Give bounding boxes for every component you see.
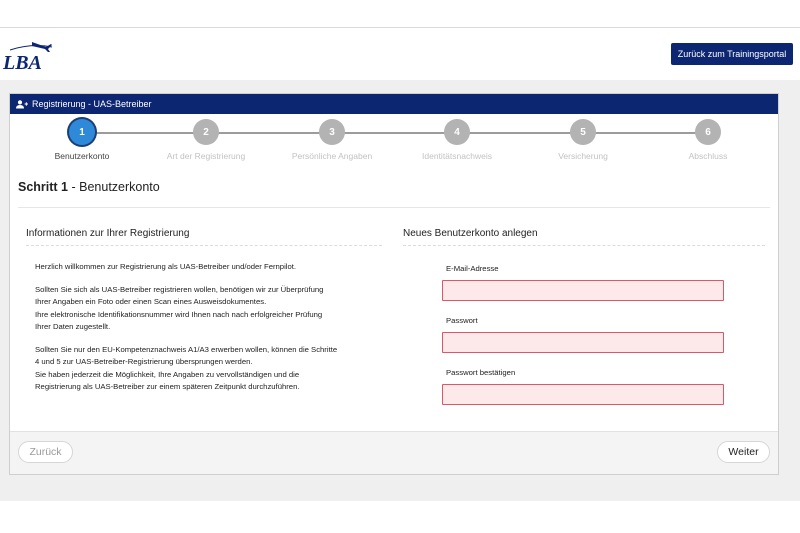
step-heading-number: Schritt 1 (18, 180, 69, 194)
step-1-circle: 1 (69, 119, 95, 145)
step-heading (18, 180, 160, 194)
step-3 (272, 116, 392, 161)
info-line: Herzlich willkommen zur Registrierung als UAS-Betreiber und/oder Fernpilot. (35, 262, 297, 271)
back-to-portal-button[interactable]: Zurück zum Trainingsportal (671, 43, 793, 65)
next-button[interactable]: Weiter (717, 441, 770, 463)
password-field[interactable] (442, 332, 724, 353)
logo-text: LBA (3, 52, 42, 72)
lba-logo (2, 38, 54, 72)
info-section-title: Informationen zur Ihrer Registrierung (26, 228, 190, 239)
step-6 (648, 116, 768, 161)
registration-panel (9, 93, 779, 475)
step-6-label: Abschluss (688, 151, 728, 161)
account-divider (403, 245, 765, 246)
info-line: Registrierung als UAS-Betreiber zur einem späteren Zeitpunkt durchzuführen. (35, 381, 300, 391)
step-2 (146, 116, 266, 161)
email-label: E-Mail-Adresse (446, 264, 499, 273)
info-line: 4 und 5 zur UAS-Betreiber-Registrierung übersprungen werden. (35, 357, 253, 367)
password-confirm-label: Passwort bestätigen (446, 368, 516, 377)
step-2-label: Art der Registrierung (166, 151, 246, 161)
info-line: Sie haben jederzeit die Möglichkeit, Ihre Angaben zu vervollständigen und die (35, 369, 300, 379)
info-divider (26, 245, 382, 246)
account-section-title: Neues Benutzerkonto anlegen (403, 228, 538, 239)
step-heading-text: - Benutzerkonto (68, 180, 160, 194)
step-3-circle: 3 (319, 119, 345, 145)
info-paragraph-operator (35, 284, 385, 333)
panel-title: Registrierung - UAS-Betreiber (32, 99, 152, 109)
heading-divider (18, 207, 770, 208)
step-5-label: Versicherung (558, 151, 608, 161)
email-field[interactable] (442, 280, 724, 301)
info-paragraph-welcome (35, 261, 385, 273)
info-line: Sollten Sie sich als UAS-Betreiber registrieren wollen, benötigen wir zur Überprüfung (35, 285, 324, 294)
step-2-circle: 2 (193, 119, 219, 145)
step-1-label: Benutzerkonto (54, 151, 110, 161)
info-line: Ihrer Angaben ein Foto oder einen Scan eines Ausweisdokumentes. (35, 297, 267, 307)
panel-header (10, 94, 778, 114)
info-line: Ihrer Daten zugestellt. (35, 321, 111, 331)
password-label: Passwort (446, 316, 478, 325)
step-1 (22, 116, 142, 161)
step-5-circle: 5 (570, 119, 596, 145)
step-4-label: Identitätsnachweis (422, 151, 492, 161)
panel-footer (10, 431, 778, 474)
back-button[interactable]: Zurück (18, 441, 73, 463)
password-confirm-field[interactable] (442, 384, 724, 405)
info-line: Ihre elektronische Identifikationsnummer wird Ihnen nach nach erfolgreicher Prüfung (35, 309, 323, 319)
info-paragraph-competence (35, 344, 385, 393)
step-4-circle: 4 (444, 119, 470, 145)
step-6-circle: 6 (695, 119, 721, 145)
step-5 (523, 116, 643, 161)
user-plus-icon (16, 100, 28, 109)
info-line: Sollten Sie nur den EU-Kompetenznachweis A1/A3 erwerben wollen, können die Schritte (35, 345, 338, 354)
progress-stepper (10, 116, 778, 170)
step-4 (397, 116, 517, 161)
step-3-label: Persönliche Angaben (291, 151, 373, 161)
